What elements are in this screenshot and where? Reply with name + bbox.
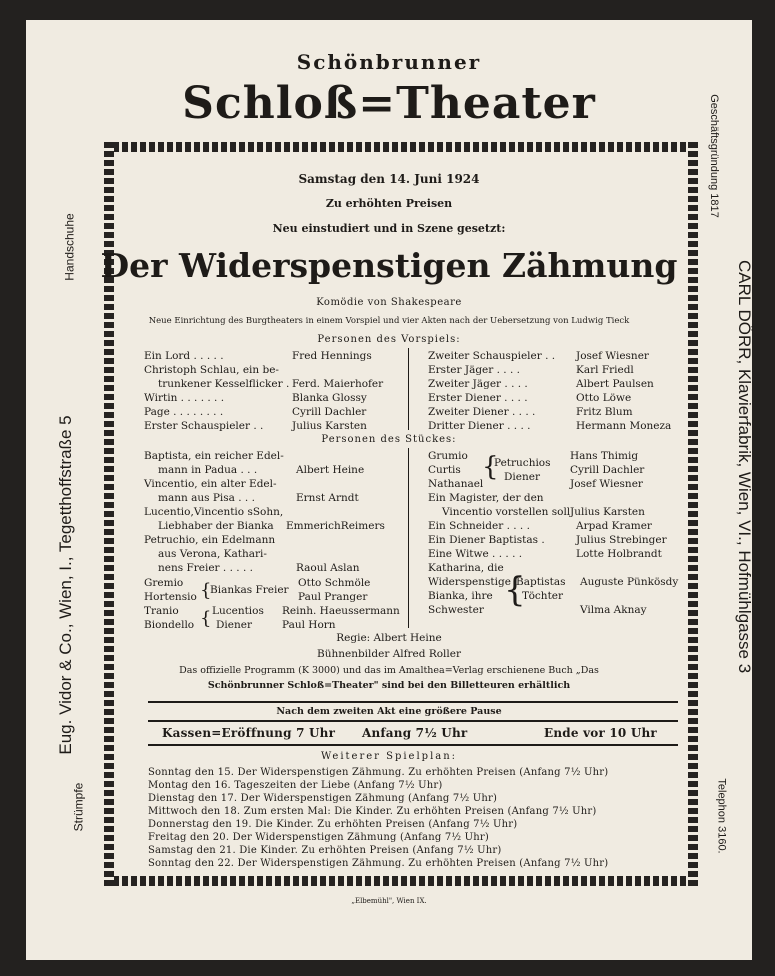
top-border-stripe	[104, 142, 698, 152]
cast-actor: Cyrill Dachler	[292, 406, 367, 418]
cast-actor: Julius Strebinger	[576, 534, 667, 546]
cast-actor: Otto Löwe	[576, 392, 632, 404]
cast-actor: Raoul Aslan	[296, 562, 360, 574]
cast-role: Page . . . . . . . .	[144, 406, 224, 418]
cast-role: Grumio	[428, 450, 468, 462]
schedule-row: Donnerstag den 19. Die Kinder. Zu erhöhten Preisen (Anfang 7½ Uhr)	[148, 819, 518, 830]
prologue-heading: Personen des Vorspiels:	[317, 334, 461, 345]
ad-left-top: Handschuhe	[62, 213, 77, 281]
schedule-row: Dienstag den 17. Der Widerspenstigen Zähmung (Anfang 7½ Uhr)	[148, 793, 498, 804]
cast-actor: Blanka Glossy	[292, 392, 367, 404]
cast-role: Vincentio vorstellen soll	[442, 506, 571, 518]
play-cast-divider	[408, 448, 409, 628]
cast-group: Töchter	[522, 590, 564, 602]
cast-actor: Cyrill Dachler	[570, 464, 645, 476]
cast-role: Katharina, die	[428, 562, 504, 574]
cast-actor: Fritz Blum	[576, 406, 633, 418]
cast-actor: Paul Pranger	[298, 591, 368, 603]
cast-role: Zweiter Schauspieler . .	[428, 350, 556, 362]
cast-role: Dritter Diener . . . .	[428, 420, 531, 432]
stage-design-credit: Bühnenbilder Alfred Roller	[316, 648, 461, 660]
cast-actor: Josef Wiesner	[570, 478, 643, 490]
cast-actor: Julius Karsten	[570, 506, 645, 518]
cast-actor: Paul Horn	[282, 619, 336, 631]
cast-actor: Josef Wiesner	[576, 350, 649, 362]
brace: {	[482, 452, 499, 482]
program-note-line-2: Schönbrunner Schloß=Theater" sind bei den Billetteuren erhältlich	[207, 680, 571, 691]
ad-left-bottom: Strümpfe	[71, 782, 86, 832]
cast-actor: Reinh. Haeussermann	[282, 605, 400, 617]
schedule-row: Mittwoch den 18. Zum ersten Mal: Die Kinder. Zu erhöhten Preisen (Anfang 7½ Uhr)	[148, 806, 597, 817]
cast-group: Biankas Freier	[210, 584, 289, 596]
arrangement-line: Neue Einrichtung des Burgtheaters in einem Vorspiel und vier Akten nach der Uebersetzung von Ludwig Tieck	[148, 316, 630, 326]
cast-actor: Ferd. Maierhofer	[292, 378, 384, 390]
program-note-line-1: Das offizielle Programm (K 3000) und das im Amalthea=Verlag erschienene Buch „Das	[179, 665, 599, 676]
cast-actor: Hans Thimig	[570, 450, 639, 462]
cast-role: mann aus Pisa . . .	[158, 492, 255, 504]
cast-role: Ein Schneider . . . .	[428, 520, 530, 532]
performance-prices: Zu erhöhten Preisen	[325, 197, 453, 210]
play-cast-heading: Personen des Stückes:	[321, 434, 457, 445]
schedule-heading: Weiterer Spielplan:	[320, 751, 458, 762]
cast-role: Tranio	[144, 605, 179, 617]
playbill-sheet	[26, 20, 752, 960]
performance-date: Samstag den 14. Juni 1924	[298, 172, 480, 186]
prologue-divider	[408, 348, 409, 430]
cast-actor: Otto Schmöle	[298, 577, 371, 589]
cast-actor: Albert Heine	[296, 464, 365, 476]
cast-role: Erster Jäger . . . .	[428, 364, 520, 376]
cast-actor: Hermann Moneza	[576, 420, 672, 432]
ad-right-top: Geschäftsgründung 1817	[707, 94, 720, 218]
cast-role: Zweiter Jäger . . . .	[428, 378, 528, 390]
cast-group: Petruchios	[494, 457, 551, 469]
performance-staged: Neu einstudiert und in Szene gesetzt:	[272, 222, 506, 235]
cast-actor: Vilma Aknay	[580, 604, 647, 616]
cast-role: Liebhaber der Bianka	[158, 520, 274, 532]
cast-actor: Karl Friedl	[576, 364, 634, 376]
cast-group: Baptistas	[516, 576, 566, 588]
cast-actor: Auguste Pünkösdy	[580, 576, 679, 588]
pause-notice: Nach dem zweiten Akt eine größere Pause	[276, 706, 502, 717]
brace: {	[200, 580, 212, 601]
cast-actor: Julius Karsten	[292, 420, 367, 432]
schedule-row: Samstag den 21. Die Kinder. Zu erhöhten Preisen (Anfang 7½ Uhr)	[148, 845, 502, 856]
play-title: Der Widerspenstigen Zähmung	[100, 246, 678, 285]
cast-role: Erster Diener . . . .	[428, 392, 528, 404]
cast-role: mann in Padua . . .	[158, 464, 258, 476]
schedule-row: Montag den 16. Tageszeiten der Liebe (Anfang 7½ Uhr)	[148, 780, 443, 791]
schedule-row: Freitag den 20. Der Widerspenstigen Zähmung (Anfang 7½ Uhr)	[148, 832, 490, 843]
ad-left-main: Eug. Vidor & Co., Wien, I., Tegetthoffstraße 5	[56, 415, 75, 755]
cast-role: Ein Magister, der den	[428, 492, 544, 504]
cast-group: Lucentios	[212, 605, 264, 617]
cast-role: Curtis	[428, 464, 461, 476]
cast-role: Eine Witwe . . . . .	[428, 548, 523, 560]
ad-right-main: CARL DÖRR, Klavierfabrik, Wien, VI., Hofmühlgasse 3	[735, 260, 754, 674]
cast-role: aus Verona, Kathari-	[158, 548, 267, 560]
cast-actor: Arpad Kramer	[576, 520, 652, 532]
cast-role: Widerspenstige	[428, 576, 511, 588]
pause-rule-top	[148, 701, 678, 703]
cast-role: Wirtin . . . . . . .	[144, 392, 225, 404]
cast-role: Lucentio,Vincentio sSohn,	[144, 506, 284, 518]
end-time: Ende vor 10 Uhr	[544, 726, 657, 740]
direction-credit: Regie: Albert Heine	[336, 632, 442, 644]
cast-group: Diener	[504, 471, 540, 483]
brace: {	[504, 570, 526, 610]
cast-group: Diener	[216, 619, 252, 631]
header-title: Schloß=Theater	[182, 78, 596, 129]
cast-actor: Ernst Arndt	[296, 492, 359, 504]
cast-actor: Lotte Holbrandt	[576, 548, 662, 560]
box-office-time: Kassen=Eröffnung 7 Uhr	[162, 726, 336, 740]
schedule-row: Sonntag den 15. Der Widerspenstigen Zähmung. Zu erhöhten Preisen (Anfang 7½ Uhr)	[148, 767, 609, 778]
printer-credit: „Elbemühl", Wien IX.	[351, 897, 427, 905]
cast-role: Baptista, ein reicher Edel-	[144, 450, 284, 462]
cast-actor: Albert Paulsen	[576, 378, 654, 390]
cast-role: Hortensio	[144, 591, 197, 603]
cast-role: nens Freier . . . . .	[158, 562, 253, 574]
brace: {	[200, 608, 212, 629]
cast-actor: Fred Hennings	[292, 350, 372, 362]
ad-right-bottom: Telephon 3160.	[715, 778, 728, 854]
cast-role: Christoph Schlau, ein be-	[144, 364, 279, 376]
times-rule	[148, 744, 678, 746]
cast-role: Bianka, ihre	[428, 590, 493, 602]
cast-role: Ein Lord . . . . .	[144, 350, 224, 362]
comedy-line: Komödie von Shakespeare	[316, 297, 462, 308]
bottom-border-stripe	[104, 876, 698, 886]
header-subtitle: Schönbrunner	[296, 50, 482, 74]
cast-role: Gremio	[144, 577, 184, 589]
cast-role: Vincentio, ein alter Edel-	[144, 478, 277, 490]
cast-role: Petruchio, ein Edelmann	[144, 534, 276, 546]
cast-role: Ein Diener Baptistas .	[428, 534, 545, 546]
cast-role: Zweiter Diener . . . .	[428, 406, 536, 418]
cast-role: Biondello	[144, 619, 195, 631]
cast-role: Schwester	[428, 604, 484, 616]
cast-actor: EmmerichReimers	[286, 520, 385, 532]
start-time: Anfang 7½ Uhr	[362, 726, 468, 740]
cast-role: Nathanael	[428, 478, 484, 490]
pause-rule-bottom	[148, 720, 678, 722]
cast-role: trunkener Kesselflicker .	[158, 378, 290, 390]
cast-role: Erster Schauspieler . .	[144, 420, 264, 432]
schedule-row: Sonntag den 22. Der Widerspenstigen Zähmung. Zu erhöhten Preisen (Anfang 7½ Uhr)	[148, 858, 609, 869]
